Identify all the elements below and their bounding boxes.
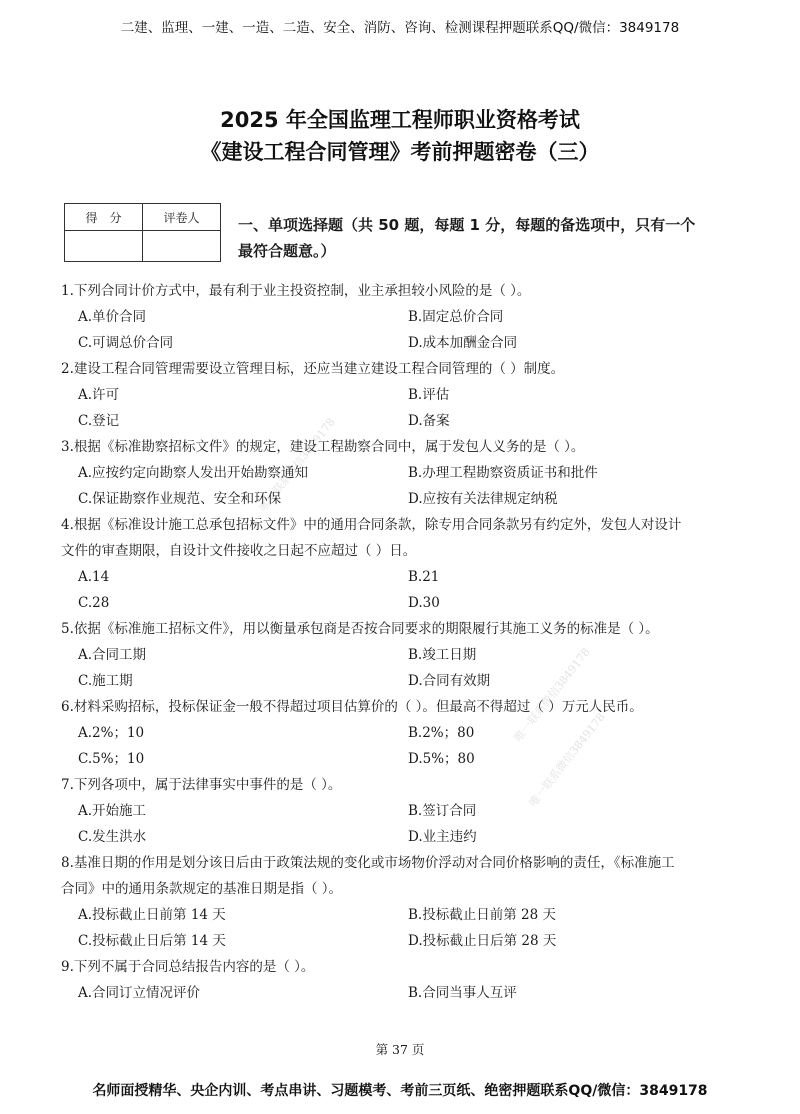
question-2-option-b: B.评估 <box>408 387 450 403</box>
question-7-option-b: B.签订合同 <box>408 803 477 819</box>
question-4-option-a: A.14 <box>78 569 110 585</box>
question-2-option-d: D.备案 <box>408 413 450 429</box>
watermark-text: 唯一联系微信3849178 <box>511 645 593 745</box>
question-5-option-b: B.竣工日期 <box>408 647 477 663</box>
question-6-stem: 6.材料采购招标，投标保证金一般不得超过项目估算价的（ ）。但最高不得超过（ ）万元人民币。 <box>61 699 643 715</box>
question-4-option-d: D.30 <box>408 595 440 611</box>
score-label: 得 分 <box>65 204 143 231</box>
header-banner: 二建、监理、一建、一造、二造、安全、消防、咨询、检测课程押题联系QQ/微信：3849178 <box>120 20 680 36</box>
question-1-option-c: C.可调总价合同 <box>78 335 174 351</box>
question-6-option-c: C.5%；10 <box>78 751 145 767</box>
watermark-text: 唯一联系微信3849178 <box>256 415 338 515</box>
question-5-option-d: D.合同有效期 <box>408 673 491 689</box>
question-3-stem: 3.根据《标准勘察招标文件》的规定，建设工程勘察合同中，属于发包人义务的是（ ）。 <box>61 439 585 455</box>
question-6-option-b: B.2%；80 <box>408 725 475 741</box>
question-1-option-a: A.单价合同 <box>78 309 147 325</box>
question-4-option-c: C.28 <box>78 595 110 611</box>
question-9-option-a: A.合同订立情况评价 <box>78 985 201 1001</box>
question-2-option-c: C.登记 <box>78 413 120 429</box>
question-9-stem: 9.下列不属于合同总结报告内容的是（ ）。 <box>61 959 315 975</box>
watermark-text: 唯一联系微信3849178 <box>526 710 608 810</box>
question-1-option-b: B.固定总价合同 <box>408 309 504 325</box>
grader-label: 评卷人 <box>143 204 221 231</box>
section-heading-line2: 最符合题意。） <box>238 242 336 260</box>
question-5-option-a: A.合同工期 <box>78 647 147 663</box>
footer-banner: 名师面授精华、央企内训、考点串讲、习题模考、考前三页纸、绝密押题联系QQ/微信：3849178 <box>92 1083 708 1099</box>
question-4-stem-line2: 文件的审查期限，自设计文件接收之日起不应超过（ ）日。 <box>61 543 417 559</box>
question-3-option-c: C.保证勘察作业规范、安全和环保 <box>78 491 282 507</box>
question-4-stem-line1: 4.根据《标准设计施工总承包招标文件》中的通用合同条款，除专用合同条款另有约定外，发包人对设计 <box>61 517 682 533</box>
question-1-stem: 1.下列合同计价方式中，最有利于业主投资控制，业主承担较小风险的是（ ）。 <box>61 283 531 299</box>
question-8-option-d: D.投标截止日后第 28 天 <box>408 933 557 949</box>
question-8-stem-line2: 合同》中的通用条款规定的基准日期是指（ ）。 <box>61 881 343 897</box>
page-number: 第 37 页 <box>375 1042 425 1057</box>
question-7-option-a: A.开始施工 <box>78 803 147 819</box>
question-6-option-d: D.5%；80 <box>408 751 475 767</box>
exam-title-line1: 2025 年全国监理工程师职业资格考试 <box>220 108 580 132</box>
question-8-stem-line1: 8.基准日期的作用是划分该日后由于政策法规的变化或市场物价浮动对合同价格影响的责任，《标准施工 <box>61 855 675 871</box>
grader-cell <box>143 231 221 262</box>
question-3-option-b: B.办理工程勘察资质证书和批件 <box>408 465 598 481</box>
question-8-option-c: C.投标截止日后第 14 天 <box>78 933 226 949</box>
score-table <box>64 203 221 262</box>
section-heading-line1: 一、单项选择题（共 50 题，每题 1 分，每题的备选项中，只有一个 <box>238 216 696 234</box>
question-7-option-c: C.发生洪水 <box>78 829 147 845</box>
question-3-option-d: D.应按有关法律规定纳税 <box>408 491 558 507</box>
question-3-option-a: A.应按约定向勘察人发出开始勘察通知 <box>78 465 309 481</box>
score-cell <box>65 231 143 262</box>
question-6-option-a: A.2%；10 <box>78 725 145 741</box>
exam-title-line2: 《建设工程合同管理》考前押题密卷（三） <box>200 140 600 164</box>
question-1-option-d: D.成本加酬金合同 <box>408 335 518 351</box>
question-8-option-b: B.投标截止日前第 28 天 <box>408 907 556 923</box>
question-2-stem: 2.建设工程合同管理需要设立管理目标，还应当建立建设工程合同管理的（ ）制度。 <box>61 361 565 377</box>
question-7-stem: 7.下列各项中，属于法律事实中事件的是（ ）。 <box>61 777 342 793</box>
question-2-option-a: A.许可 <box>78 387 120 403</box>
question-9-option-b: B.合同当事人互评 <box>408 985 517 1001</box>
question-4-option-b: B.21 <box>408 569 440 585</box>
section-heading <box>238 212 738 264</box>
question-8-option-a: A.投标截止日前第 14 天 <box>78 907 226 923</box>
question-7-option-d: D.业主违约 <box>408 829 477 845</box>
question-5-stem: 5.依据《标准施工招标文件》，用以衡量承包商是否按合同要求的期限履行其施工义务的标准是（ ）。 <box>61 621 659 637</box>
question-5-option-c: C.施工期 <box>78 673 133 689</box>
